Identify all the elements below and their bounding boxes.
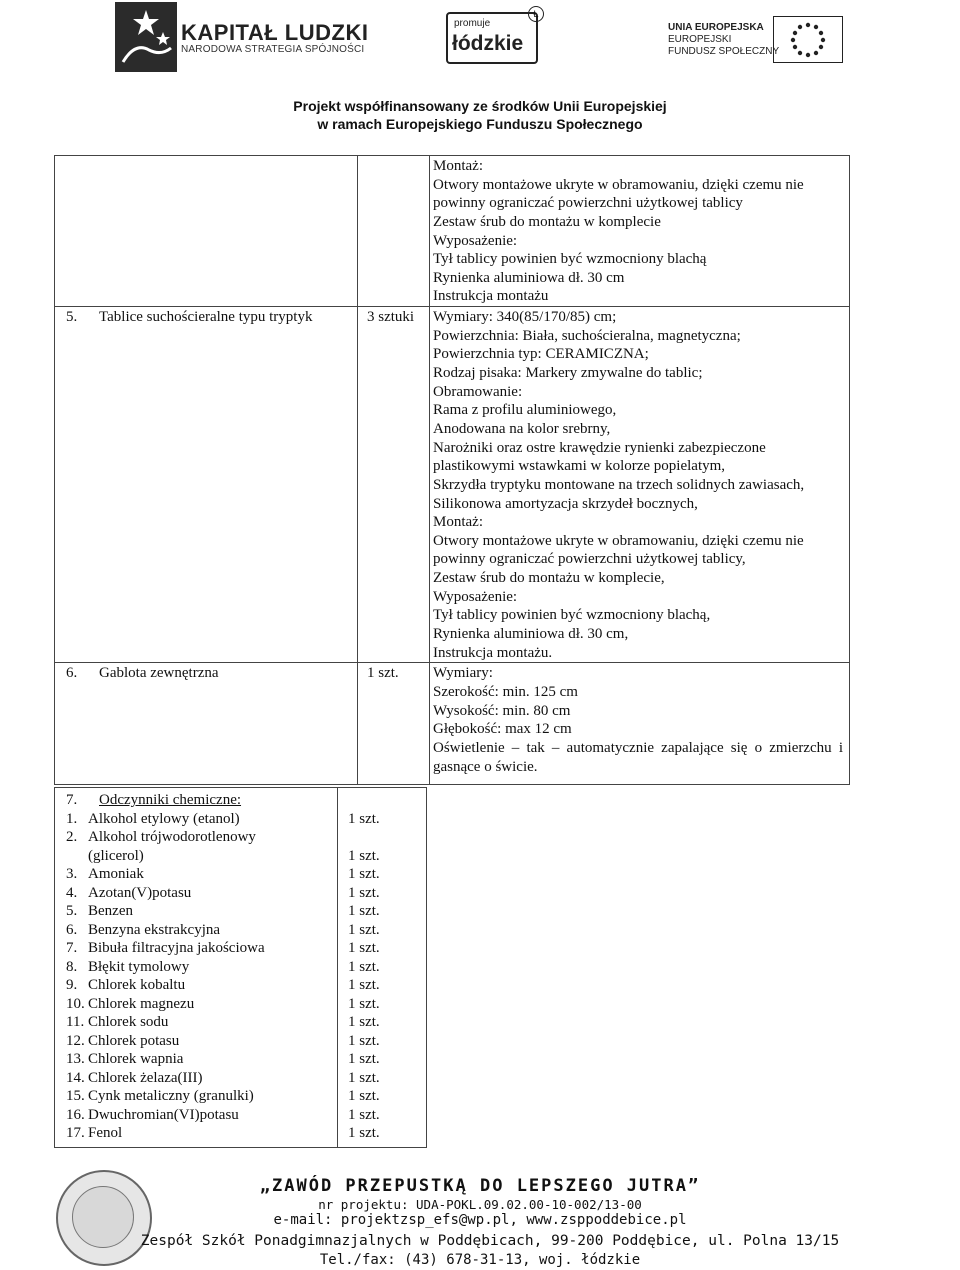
list-item-qty: 1 szt.: [348, 940, 380, 956]
trademark-icon: Ł: [528, 6, 544, 22]
description-line: Skrzydła tryptyku montowane na trzech solidnych zawiasach,: [433, 476, 805, 493]
eu-flag-icon: [773, 16, 843, 63]
item-number: 7.: [66, 792, 78, 808]
list-item-number: 8.: [66, 958, 78, 975]
list-item: [66, 939, 337, 958]
description-line: Otwory montażowe ukryte w obramowaniu, dzięki czemu nie: [433, 176, 804, 193]
description-line: Wymiary:: [433, 665, 493, 682]
description-cell: [430, 663, 850, 785]
list-item-qty: 1 szt.: [348, 1069, 380, 1086]
list-item-qty: 1 szt.: [348, 866, 380, 882]
qty-cell: [338, 788, 427, 1148]
list-item-number: 1.: [66, 810, 78, 827]
description-line: Anodowana na kolor srebrny,: [433, 420, 611, 437]
list-item-qty: 1 szt.: [348, 995, 380, 1012]
list-item: [66, 865, 337, 884]
list-item-qty: 1 szt.: [348, 810, 380, 827]
list-item-number: 9.: [66, 977, 78, 993]
footer-project-number: nr projektu: UDA-POKL.09.02.00-10-002/13-00: [318, 1197, 642, 1212]
description-line: Tył tablicy powinien być wzmocniony blachą,: [433, 607, 711, 624]
eu-logo: [668, 16, 858, 76]
list-item-name: Chlorek żelaza(III): [88, 1069, 203, 1086]
description-line: Wymiary: 340(85/170/85) cm;: [433, 309, 617, 326]
description-line: Szerokość: min. 125 cm: [433, 683, 578, 700]
chemicals-table: [54, 787, 427, 1148]
eu-line-2: EUROPEJSKI: [668, 34, 732, 45]
description-line: Montaż:: [433, 514, 483, 531]
list-item: [66, 1124, 337, 1143]
description-cell: [430, 156, 850, 307]
list-item: [66, 1050, 337, 1069]
list-item-number: 16.: [66, 1106, 85, 1123]
description-line: Tył tablicy powinien być wzmocniony blachą: [433, 251, 707, 268]
description-line: Rama z profilu aluminiowego,: [433, 402, 617, 419]
description-line: Rynienka aluminiowa dł. 30 cm: [433, 269, 625, 286]
project-cofinancing-line: Projekt współfinansowany ze środków Unii Europejskiej: [293, 98, 667, 114]
logo-center-top: promuje: [454, 18, 491, 29]
qty-cell: [358, 663, 430, 785]
list-item-name: Błękit tymolowy: [88, 958, 190, 975]
item-name-cell: [55, 663, 358, 785]
list-item: [66, 1032, 337, 1051]
list-item: [66, 995, 337, 1014]
list-item-number: 13.: [66, 1051, 85, 1067]
list-item-name: Cynk metaliczny (granulki): [88, 1088, 254, 1104]
kapital-ludzki-logo: [115, 2, 460, 74]
description-line: Silikonowa amortyzacja skrzydeł bocznych,: [433, 495, 698, 512]
list-item-name: Amoniak: [88, 866, 144, 882]
list-item-number: 6.: [66, 921, 78, 938]
promuje-lodzkie-logo: [446, 6, 546, 66]
description-line: Otwory montażowe ukryte w obramowaniu, dzięki czemu nie: [433, 532, 804, 549]
list-item-qty: 1 szt.: [348, 1032, 380, 1049]
item-number: 5.: [66, 309, 78, 326]
list-item-number: 4.: [66, 884, 78, 901]
list-item-number: 3.: [66, 866, 78, 882]
list-item-number: 14.: [66, 1069, 85, 1086]
item-qty: 1 szt.: [367, 665, 399, 682]
description-line: plastikowymi wstawkami w kolorze popielatym,: [433, 458, 726, 475]
description-line: Głębokość: max 12 cm: [433, 721, 572, 738]
list-item-name: Benzyna ekstrakcyjna: [88, 921, 221, 938]
list-item-name: Chlorek potasu: [88, 1032, 180, 1049]
description-line: Rodzaj pisaka: Markery zmywalne do tablic;: [433, 365, 703, 382]
description-line: Instrukcja montażu.: [433, 644, 553, 661]
table-cell: [55, 156, 358, 307]
list-item-qty: 1 szt.: [348, 958, 380, 975]
list-item-name: Chlorek kobaltu: [88, 977, 186, 993]
list-item-number: 2.: [66, 829, 78, 845]
item-number: 6.: [66, 665, 78, 682]
list-item-name: Fenol: [88, 1125, 123, 1141]
list-item-name: Alkohol trójwodorotlenowy: [88, 829, 256, 845]
list-item-qty: 1 szt.: [348, 884, 380, 901]
logo-left-subtitle: NARODOWA STRATEGIA SPÓJNOŚCI: [181, 44, 365, 55]
footer-phone: Tel./fax: (43) 678-31-13, woj. łódzkie: [319, 1252, 641, 1268]
kapital-ludzki-emblem-icon: [115, 2, 177, 72]
list-item-qty: 1 szt.: [348, 1014, 380, 1030]
item-name: Tablice suchościeralne typu tryptyk: [99, 309, 313, 326]
description-line: powinny ograniczać powierzchni użytkowej tablicy,: [433, 551, 746, 568]
list-item-number: 10.: [66, 995, 85, 1012]
list-item-name: Benzen: [88, 903, 133, 919]
list-item-qty: 1 szt.: [348, 847, 380, 864]
logo-left-title: KAPITAŁ LUDZKI: [181, 20, 369, 45]
description-line: Powierzchnia: Biała, suchościeralna, magnetyczna;: [433, 327, 741, 344]
description-line: Montaż:: [433, 158, 483, 174]
lighting-paragraph: Oświetlenie – tak – automatycznie zapalające się o zmierzchu i gasnące o świcie.: [433, 739, 843, 775]
chemicals-list-cell: [55, 788, 338, 1148]
list-item: [66, 847, 337, 866]
eu-line-1: UNIA EUROPEJSKA: [668, 22, 764, 33]
description-line: Obramowanie:: [433, 383, 523, 400]
list-item-number: 15.: [66, 1088, 85, 1104]
description-line: Zestaw śrub do montażu w komplecie: [433, 213, 661, 230]
description-cell: [430, 307, 850, 663]
list-item-name: Azotan(V)potasu: [88, 884, 192, 901]
chemicals-title: Odczynniki chemiczne:: [99, 792, 242, 808]
footer-email: e-mail: projektzsp_efs@wp.pl, www.zsppoddebice.pl: [273, 1212, 687, 1228]
description-line: Powierzchnia typ: CERAMICZNA;: [433, 346, 649, 363]
list-item-qty: 1 szt.: [348, 903, 380, 919]
logo-center-main: łódzkie: [452, 32, 524, 55]
item-name: Gablota zewnętrzna: [99, 665, 219, 682]
list-item-name: (glicerol): [88, 847, 144, 864]
eu-line-3: FUNDUSZ SPOŁECZNY: [668, 46, 780, 57]
project-fund-line: w ramach Europejskiego Funduszu Społecznego: [317, 116, 643, 132]
list-item: [66, 810, 337, 829]
list-item-number: 5.: [66, 903, 78, 919]
list-item: [66, 884, 337, 903]
list-item-qty: 1 szt.: [348, 1125, 380, 1141]
table-row: [55, 156, 850, 307]
list-item-qty: 1 szt.: [348, 921, 380, 938]
description-line: Zestaw śrub do montażu w komplecie,: [433, 570, 665, 587]
description-line: powinny ograniczać powierzchni użytkowej tablicy: [433, 195, 743, 212]
list-item-qty: 1 szt.: [348, 1106, 380, 1123]
list-item-number: 17.: [66, 1125, 85, 1141]
list-item: [66, 828, 337, 847]
list-item-name: Bibuła filtracyjna jakościowa: [88, 940, 265, 956]
footer-slogan: „ZAWÓD PRZEPUSTKĄ DO LEPSZEGO JUTRA”: [259, 1176, 701, 1196]
description-line: Rynienka aluminiowa dł. 30 cm,: [433, 626, 629, 643]
list-item: [66, 1013, 337, 1032]
list-item-qty: [348, 828, 426, 847]
table-row: [55, 307, 850, 663]
list-item-name: Alkohol etylowy (etanol): [88, 810, 240, 827]
list-item: [66, 958, 337, 977]
table-row: [55, 663, 850, 785]
description-line: Wyposażenie:: [433, 588, 518, 605]
list-item-name: Chlorek magnezu: [88, 995, 195, 1012]
list-item-qty: 1 szt.: [348, 977, 380, 993]
list-item: [66, 1069, 337, 1088]
table-row: [55, 788, 427, 1148]
item-qty: 3 sztuki: [367, 309, 415, 326]
footer-school-address: Zespół Szkół Ponadgimnazjalnych w Poddębicach, 99-200 Poddębice, ul. Polna 13/15: [140, 1233, 840, 1249]
item-name-cell: [55, 307, 358, 663]
list-item-number: 7.: [66, 940, 78, 956]
description-line: Wyposażenie:: [433, 232, 518, 249]
qty-cell: [358, 307, 430, 663]
list-item-qty: 1 szt.: [348, 1088, 380, 1104]
list-item-number: 11.: [66, 1014, 85, 1030]
seal-center: [72, 1186, 134, 1248]
description-line: Instrukcja montażu: [433, 288, 549, 305]
list-item: [66, 976, 337, 995]
list-item-qty: 1 szt.: [348, 1051, 380, 1067]
list-item: [66, 902, 337, 921]
list-item: [66, 1106, 337, 1125]
list-item: [66, 1087, 337, 1106]
equipment-table: [54, 155, 850, 785]
list-item-number: 12.: [66, 1032, 85, 1049]
list-item-name: Dwuchromian(VI)potasu: [88, 1106, 239, 1123]
school-seal-icon: [56, 1170, 152, 1266]
list-item-name: Chlorek sodu: [88, 1014, 169, 1030]
list-item-name: Chlorek wapnia: [88, 1051, 184, 1067]
list-item: [66, 921, 337, 940]
header-logos: [0, 0, 960, 95]
description-line: Wysokość: min. 80 cm: [433, 702, 571, 719]
table-cell: [358, 156, 430, 307]
description-line: Narożniki oraz ostre krawędzie rynienki zabezpieczone: [433, 439, 766, 456]
footer: [0, 1170, 960, 1270]
